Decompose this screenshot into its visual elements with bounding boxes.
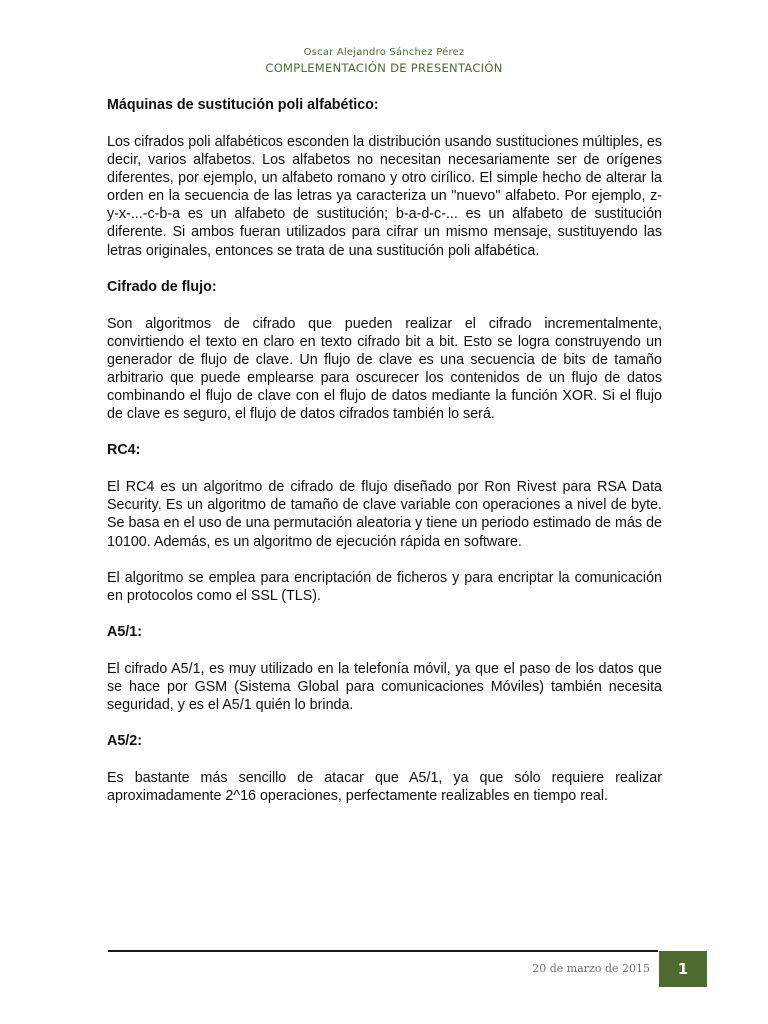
document-body — [107, 96, 662, 805]
page-number-badge — [659, 951, 707, 987]
footer-date: 20 de marzo de 2015 — [532, 962, 650, 975]
section-heading-a51: A5/1: — [107, 623, 142, 640]
paragraph-rc4-2: El algoritmo se emplea para encriptación de ficheros y para encriptar la comunicación en protocolos como el SSL (TLS). — [107, 569, 662, 604]
section-heading-cifrado-flujo: Cifrado de flujo: — [107, 278, 217, 295]
paragraph-sustitucion: Los cifrados poli alfabéticos esconden la distribución usando sustituciones múltiples, es decir, varios alfabetos. Los alfabetos no necesitan necesariamente ser de orígenes diferentes, por ejemplo, un alfabeto romano y otro cirílico. El simple hecho de alterar la orden en la secuencia de las letras ya caracteriza un "nuevo" alfabeto. Por ejemplo, z-y-x-...-c-b-a es un alfabeto de sustitución; b-a-d-c-... es un alfabeto de sustitución diferente. Si ambos fueran utilizados para cifrar un mismo mensaje, sustituyendo las letras originales, entonces se trata de una sustitución poli alfabética. — [107, 134, 662, 259]
header-subtitle: COMPLEMENTACIÓN DE PRESENTACIÓN — [265, 61, 503, 75]
footer-divider — [108, 950, 658, 952]
section-heading-a52: A5/2: — [107, 733, 142, 750]
paragraph-a51: El cifrado A5/1, es muy utilizado en la telefonía móvil, ya que el paso de los datos que se hace por GSM (Sistema Global para comunicaciones Móviles) también necesita seguridad, y es el A5/1 quién lo brinda. — [107, 660, 662, 713]
paragraph-cifrado-flujo: Son algoritmos de cifrado que pueden realizar el cifrado incrementalmente, convirtiendo el texto en claro en texto cifrado bit a bit. Esto se logra construyendo un generador de flujo de clave. Un flujo de clave es una secuencia de bits de tamaño arbitrario que puede emplearse para oscurecer los contenidos de un flujo de datos combinando el flujo de clave con el flujo de datos mediante la función XOR. Si el flujo de clave es seguro, el flujo de datos cifrados también lo será. — [107, 315, 662, 423]
section-heading-sustitucion: Máquinas de sustitución poli alfabético: — [107, 97, 379, 113]
section-heading-rc4: RC4: — [107, 442, 141, 459]
paragraph-a52: Es bastante más sencillo de atacar que A5/1, ya que sólo requiere realizar aproximadamente 2^16 operaciones, perfectamente realizables en tiempo real. — [107, 770, 662, 805]
page-header — [0, 45, 768, 76]
header-author: Oscar Alejandro Sánchez Pérez — [303, 47, 465, 58]
paragraph-rc4-1: El RC4 es un algoritmo de cifrado de flujo diseñado por Ron Rivest para RSA Data Security. Es un algoritmo de tamaño de clave variable con operaciones a nivel de byte. Se basa en el uso de una permutación aleatoria y tiene un periodo estimado de más de 10100. Además, es un algoritmo de ejecución rápida en software. — [107, 479, 662, 550]
page-number: 1 — [677, 960, 689, 978]
